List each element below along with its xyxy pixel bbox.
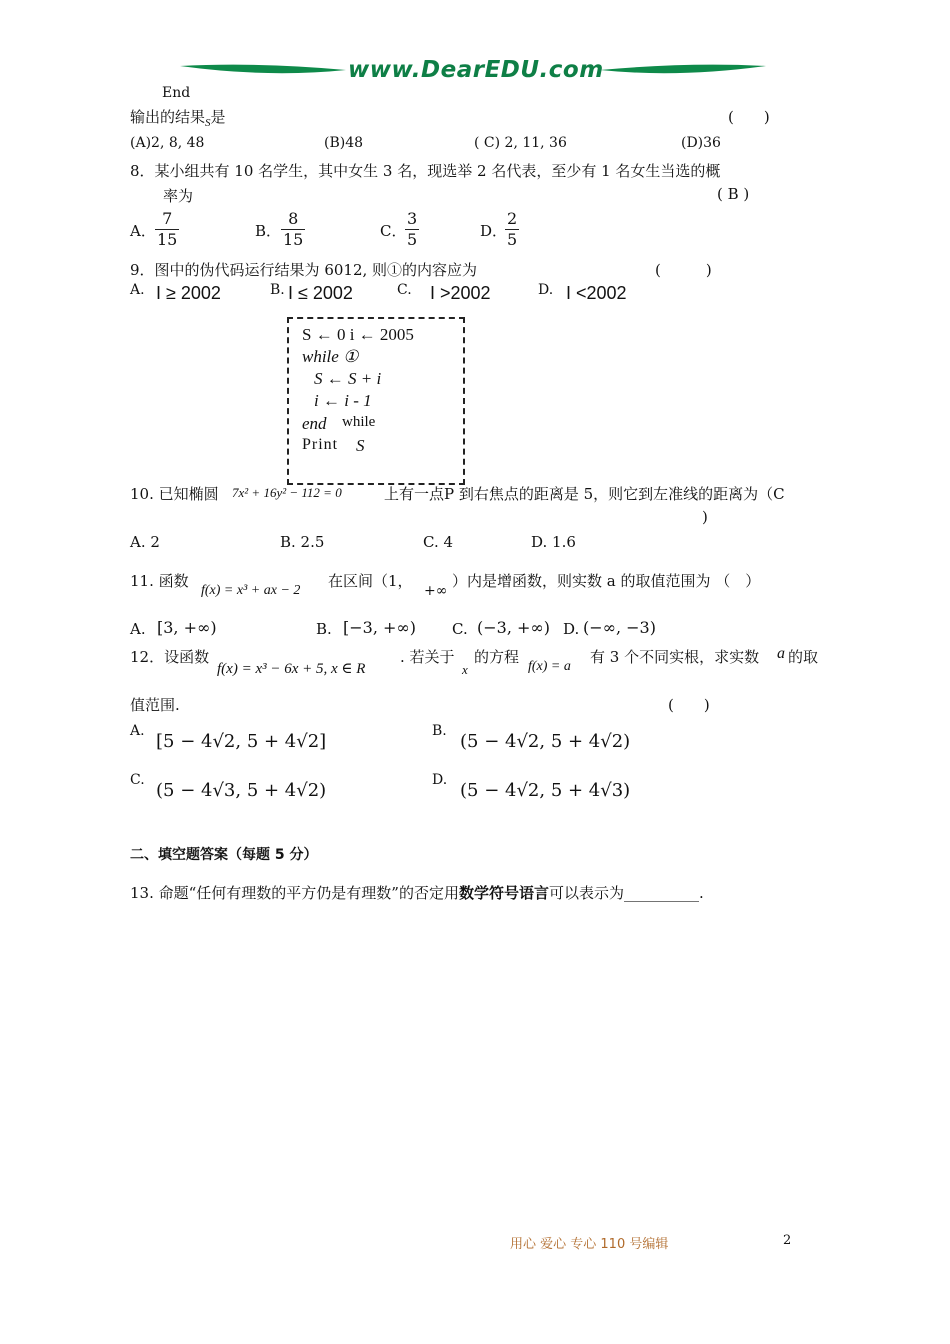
q12-prefix: 12．设函数 <box>130 648 210 666</box>
page-number: 2 <box>783 1233 792 1248</box>
q11-option-d: (−∞, −3) <box>583 618 656 637</box>
header-watermark: www.DearEDU.com <box>348 57 604 83</box>
q11-function: f(x) = x³ + ax − 2 <box>201 583 301 598</box>
q11-mid: 在区间（1， <box>328 572 413 590</box>
q13-prefix: 13. 命题“任何有理数的平方仍是有理数”的否定用 <box>130 884 459 902</box>
q13-line <box>130 882 704 903</box>
q12-label-c: C. <box>130 772 145 788</box>
q11-prefix: 11. 函数 <box>130 572 189 590</box>
code-line-5-end: end <box>302 414 327 433</box>
q12-mid2: 的方程 <box>474 648 520 666</box>
q7-end-line: End <box>162 85 191 101</box>
q13-blank: __________. <box>624 884 704 902</box>
q10-equation: 7x² + 16y² − 112 = 0 <box>232 485 342 500</box>
code-line-3: S ← S + i <box>314 369 382 388</box>
q9-label-a: A. <box>130 282 145 298</box>
q8-label-c: C． <box>380 222 407 240</box>
q12-label-b: B. <box>432 723 447 739</box>
q12-option-c: (5 − 4√3, 5 + 4√2) <box>156 780 327 801</box>
q8-fraction-a-num: 7 <box>155 209 179 230</box>
q10-suffix: 上有一点P 到右焦点的距离是 5，则它到左准线的距离为（C <box>384 485 785 503</box>
code-line-6-var: S <box>356 436 365 455</box>
q9-option-d: I <2002 <box>566 283 627 303</box>
q10-option-a: A. 2 <box>130 533 160 551</box>
q12-equation: f(x) = a <box>528 659 571 674</box>
q7-prompt-text: 输出的结果 <box>130 108 206 126</box>
q7-prompt <box>130 106 226 129</box>
q7-option-a: (A)2, 8, 48 <box>130 135 205 151</box>
q8-fraction-d <box>505 209 519 250</box>
q8-fraction-b-den: 15 <box>283 230 304 249</box>
q12-line2: 值范围. <box>130 696 180 714</box>
q8-label-a: A． <box>130 222 156 240</box>
q12-option-a: [5 − 4√2, 5 + 4√2] <box>156 731 327 752</box>
q8-label-b: B． <box>255 222 282 240</box>
q12-option-d: (5 − 4√2, 5 + 4√3) <box>460 780 631 801</box>
q11-label-b: B. <box>316 620 332 638</box>
q11-label-d: D. <box>563 620 580 638</box>
q8-fraction-a-den: 15 <box>157 230 178 249</box>
q8-fraction-c-num: 3 <box>407 209 418 228</box>
code-line-5-while: while <box>342 414 376 430</box>
q12-suffix: 有 3 个不同实根，求实数 <box>590 648 760 666</box>
q7-paren: ( ) <box>728 108 770 126</box>
q12-var-a: a <box>777 645 785 662</box>
q8-label-d: D． <box>480 222 508 240</box>
q11-option-a: [3, +∞) <box>157 618 217 637</box>
q7-prompt-tail: 是 <box>210 108 226 126</box>
q7-var-s: S <box>205 117 211 129</box>
q8-fraction-d-num: 2 <box>507 209 518 228</box>
header-swoosh-right <box>598 60 768 78</box>
footer-text: 用心 爱心 专心 110 号编辑 <box>510 1237 669 1252</box>
q9-paren: ( ) <box>655 261 712 279</box>
q8-line2: 率为 <box>163 187 194 205</box>
q11-option-b: [−3, +∞) <box>343 618 416 637</box>
q9-text: 9．图中的伪代码运行结果为 6012, 则①的内容应为 <box>130 261 478 279</box>
header-swoosh-left <box>178 60 348 78</box>
q12-label-a: A. <box>130 723 145 739</box>
q11-suffix: ）内是增函数，则实数 a 的取值范围为 （ ） <box>452 572 761 590</box>
q8-answer: ( B ) <box>717 185 750 203</box>
q9-option-b: I ≤ 2002 <box>288 283 353 303</box>
q7-option-c: ( C) 2, 11, 36 <box>474 135 567 151</box>
q10-prefix: 10. 已知椭圆 <box>130 485 219 503</box>
q8-fraction-a <box>155 209 179 250</box>
q12-label-d: D. <box>432 772 448 788</box>
q7-option-d: (D)36 <box>681 135 721 151</box>
code-line-6-print: Print <box>302 436 339 453</box>
q12-mid: . 若关于 <box>400 648 455 666</box>
q11-label-a: A. <box>130 620 146 638</box>
code-line-4: i ← i - 1 <box>314 391 372 410</box>
q10-option-b: B. 2.5 <box>280 533 325 551</box>
q8-fraction-c-den: 5 <box>407 230 418 249</box>
code-line-1: S ← 0 i ← 2005 <box>302 325 414 344</box>
q11-inf: +∞ <box>424 583 448 599</box>
q11-label-c: C. <box>452 620 468 638</box>
q11-option-c: (−3, +∞) <box>477 618 550 637</box>
q10-close: ) <box>702 508 708 526</box>
q8-fraction-d-den: 5 <box>507 230 518 249</box>
q9-label-c: C. <box>397 282 412 298</box>
q8-fraction-b <box>281 209 305 250</box>
q8-fraction-c <box>405 209 419 250</box>
q9-option-a: I ≥ 2002 <box>156 283 221 303</box>
q13-bold: 数学符号语言 <box>458 884 549 902</box>
q9-label-d: D. <box>538 282 554 298</box>
q9-label-b: B. <box>270 282 285 298</box>
q7-option-b: (B)48 <box>324 135 364 151</box>
q12-var-x: x <box>462 662 468 677</box>
q12-option-b: (5 − 4√2, 5 + 4√2) <box>460 731 631 752</box>
q12-suffix2: 的取 <box>788 648 819 666</box>
code-line-2: while ① <box>302 347 359 366</box>
q12-function: f(x) = x³ − 6x + 5, x ∈ R <box>217 661 366 677</box>
q8-line1: 8．某小组共有 10 名学生，其中女生 3 名，现选举 2 名代表，至少有 1 名女生当选的概 <box>130 162 721 180</box>
q9-option-c: I >2002 <box>430 283 491 303</box>
q10-option-d: D. 1.6 <box>531 533 576 551</box>
q12-paren: ( ) <box>668 696 710 714</box>
section2-title: 二、填空题答案（每题 5 分） <box>130 847 318 863</box>
q10-option-c: C. 4 <box>423 533 454 551</box>
q13-suffix: 可以表示为 <box>548 884 624 902</box>
q8-fraction-b-num: 8 <box>281 209 305 230</box>
